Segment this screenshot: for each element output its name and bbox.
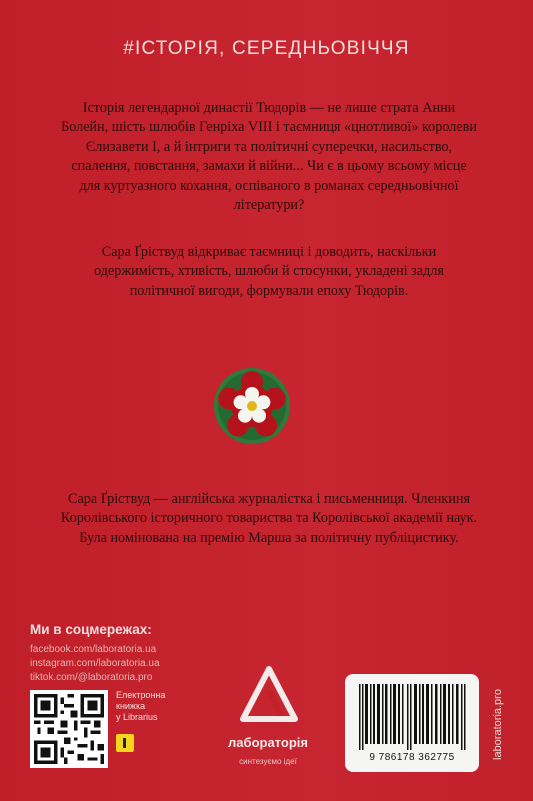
- qr-code[interactable]: [30, 690, 108, 768]
- second-paragraph: Сара Ґріствуд відкриває таємниці і доводить, наскільки одержимість, хтивість, шлюби й стосунки, укладені задля політичної вигоди, формували епоху Тюдорів.: [94, 244, 444, 299]
- ebook-line2: книжка: [116, 701, 146, 711]
- ebook-line1: Електронна: [116, 690, 166, 700]
- ebook-note: [116, 690, 165, 723]
- social-link-instagram[interactable]: instagram.com/laboratoria.ua: [30, 658, 160, 669]
- social-link-facebook[interactable]: facebook.com/laboratoria.ua: [30, 644, 157, 655]
- author-bio: Сара Ґріствуд — англійська журналістка і письменниця. Членкиня Королівського історичного товариства та Королівської академії наук. Була номінована на премію Марша за політичну публіцистику.: [60, 491, 478, 546]
- barcode-icon: [355, 684, 469, 750]
- isbn-number: 9 786178 362775: [369, 752, 455, 763]
- qr-code-icon: [34, 694, 104, 764]
- social-link-tiktok[interactable]: tiktok.com/@laboratoria.pro: [30, 672, 153, 683]
- publisher-slogan: синтезуємо ідеї: [239, 757, 297, 766]
- intro-paragraph: Історія легендарної династії Тюдорів — не лише страта Анни Болейн, шість шлюбів Генріха VIII і таємниця «цнотливої» королеви Єлизавети І, а й інтриги та політичні суперечки, насильство, спалення, повстання, замахи й війни... Чи є в цьому всьому місце для куртуазного кохання, оспіваного в романах середньовічної літератури?: [61, 100, 477, 214]
- publisher-logo-icon: [237, 665, 301, 725]
- social-title: Ми в соцмережах:: [30, 622, 152, 637]
- genre-hashtag: #ІСТОРІЯ, СЕРЕДНЬОВІЧЧЯ: [123, 38, 410, 59]
- tudor-rose-icon: [212, 366, 292, 446]
- publisher-site[interactable]: laboratoria.pro: [492, 689, 504, 760]
- librarius-icon: [116, 734, 134, 752]
- ebook-line3: у Librarius: [116, 712, 158, 722]
- publisher-name: лабораторія: [228, 735, 308, 750]
